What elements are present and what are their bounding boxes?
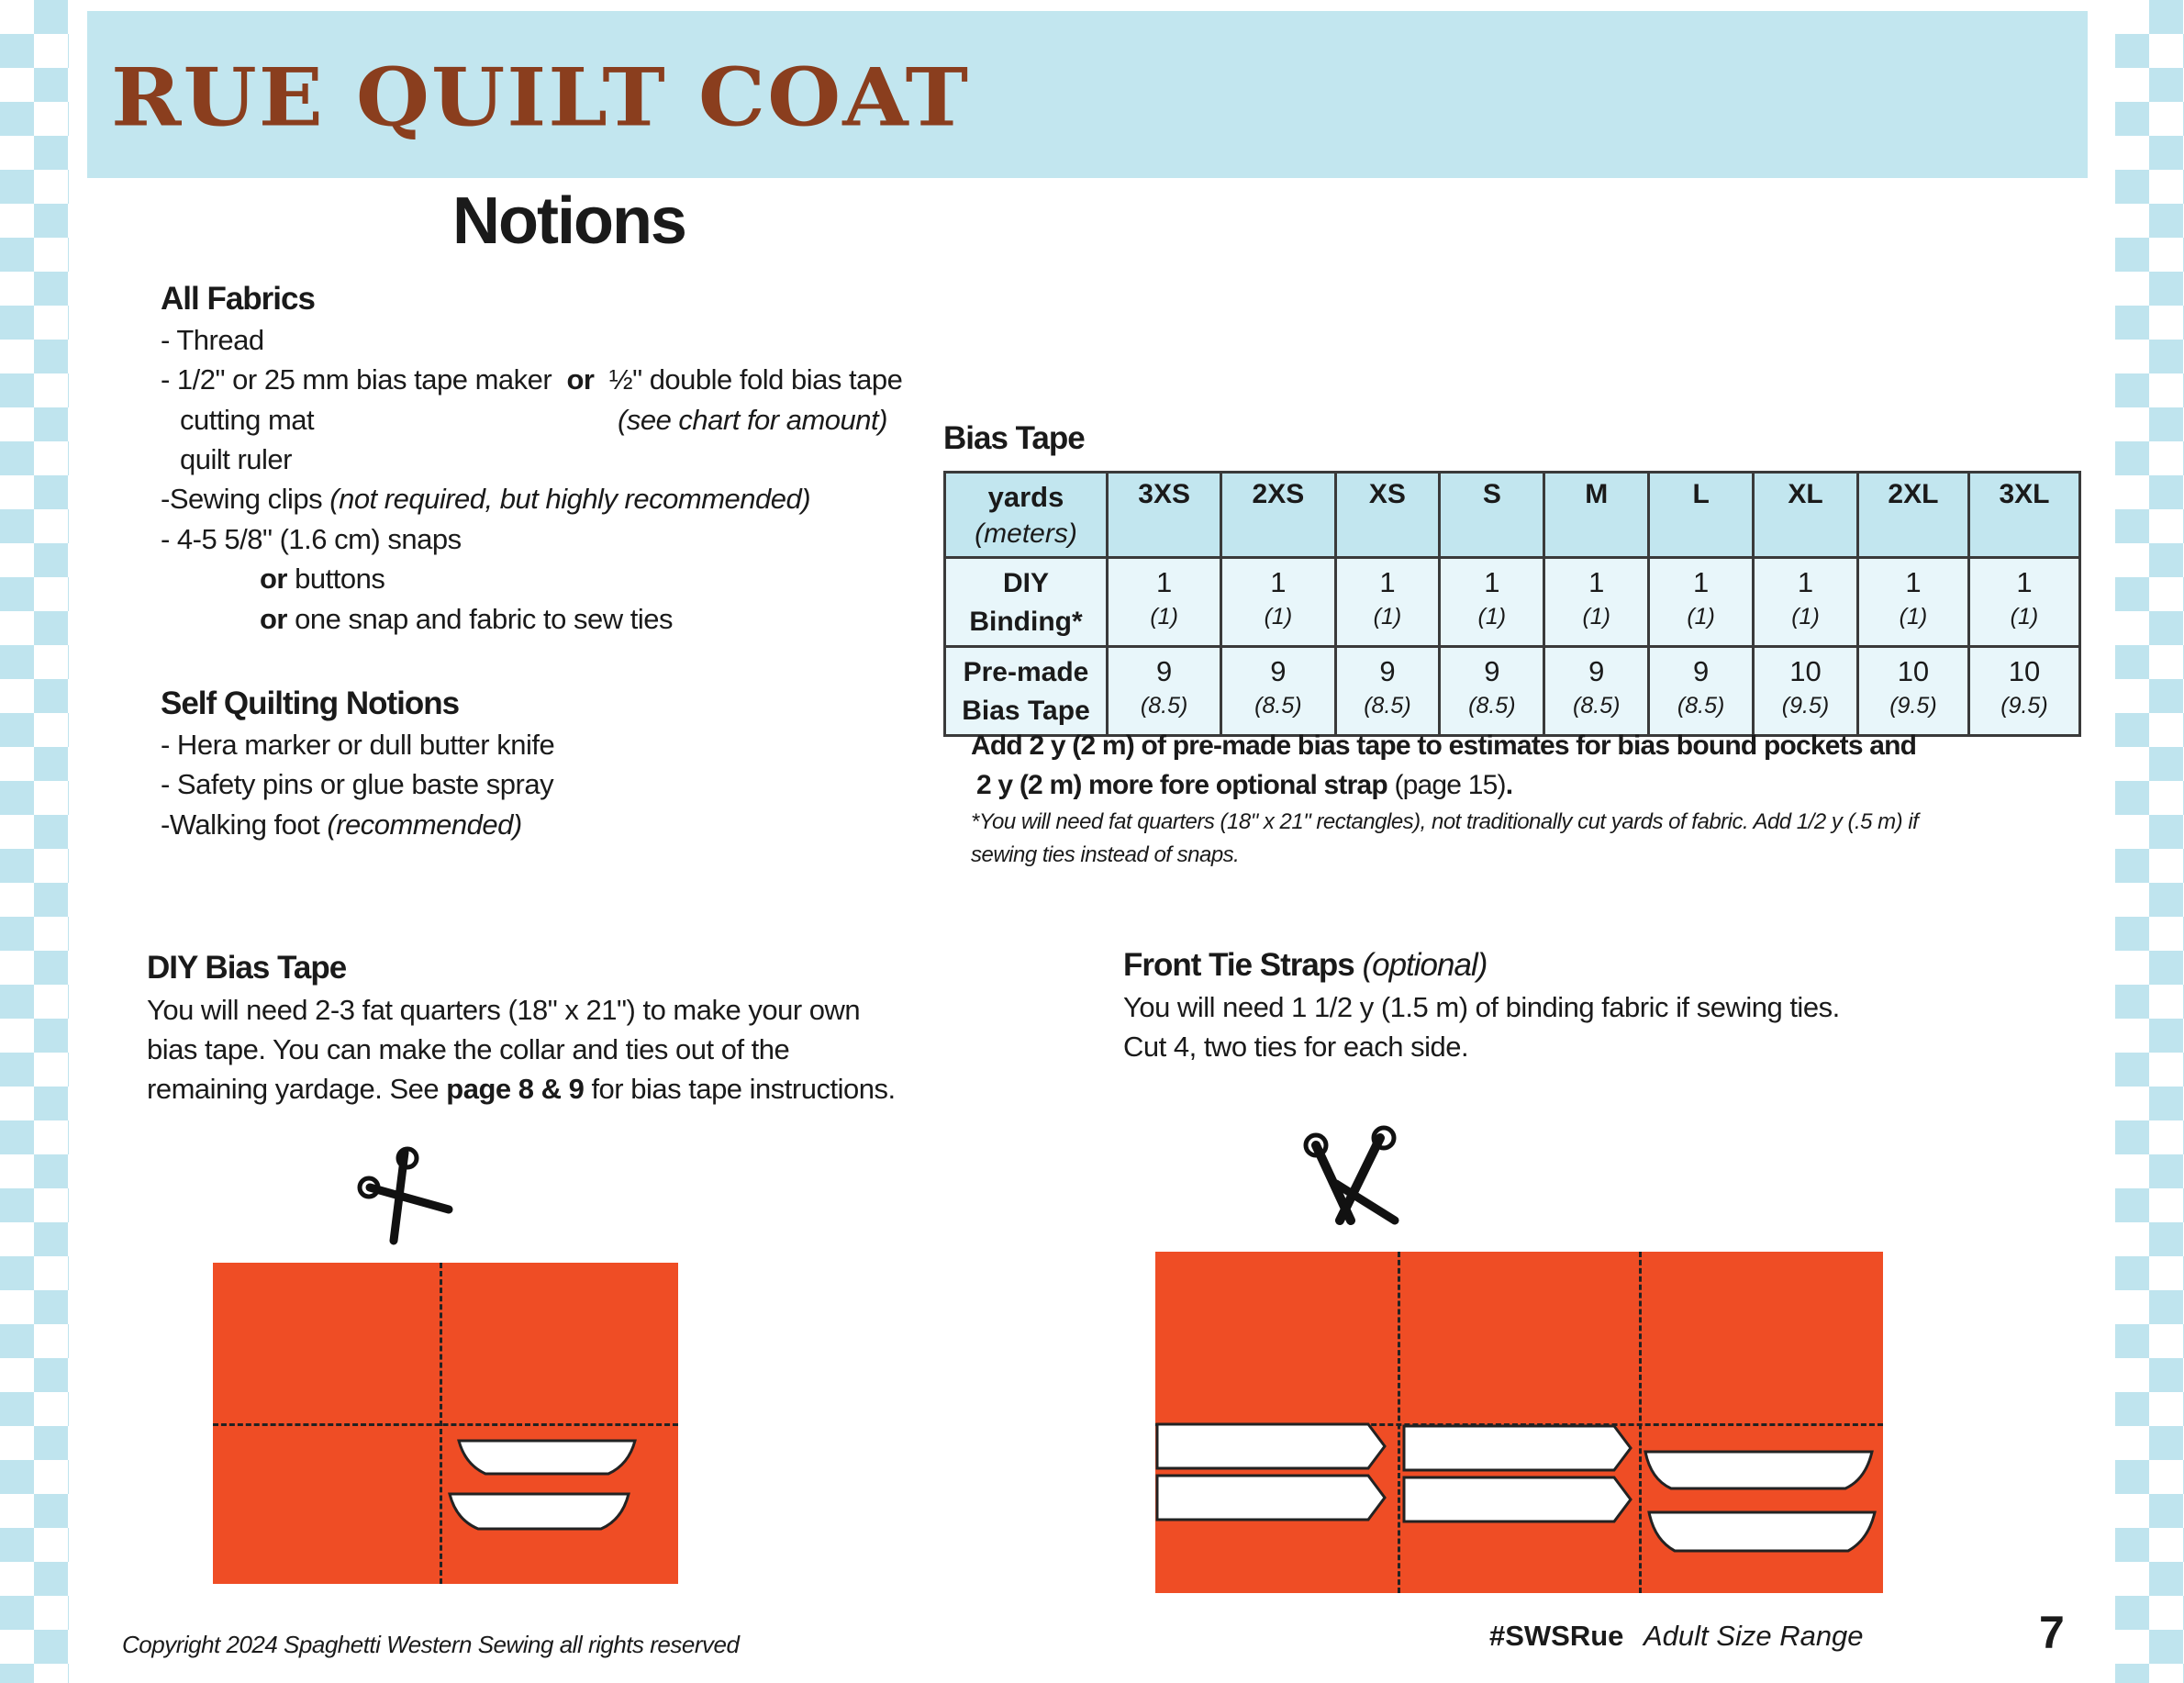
notion-hera: - Hera marker or dull butter knife — [161, 729, 555, 761]
table-cell: 1 (1) — [1968, 558, 2079, 647]
size-header: L — [1649, 473, 1754, 558]
page-number: 7 — [2039, 1607, 2065, 1658]
table-note-line2: 2 y (2 m) more fore optional strap (page 15). — [976, 770, 1513, 800]
notion-thread: - Thread — [161, 324, 264, 356]
notion-sewing-clips: -Sewing clips (not required, but highly recommended) — [161, 483, 811, 515]
table-cell: 1 (1) — [1440, 558, 1544, 647]
size-header: 3XL — [1968, 473, 2079, 558]
collar-pieces — [445, 1432, 647, 1569]
table-cell: 9 (8.5) — [1221, 647, 1335, 736]
table-cell: 10 (9.5) — [1857, 647, 1968, 736]
hashtag: #SWSRue — [1489, 1620, 1624, 1652]
table-cell: 9 (8.5) — [1544, 647, 1649, 736]
table-cell: 1 (1) — [1857, 558, 1968, 647]
notion-buttons: or buttons — [260, 563, 385, 595]
front-tie-heading: Front Tie Straps (optional) — [1123, 947, 1488, 983]
copyright: Copyright 2024 Spaghetti Western Sewing all rights reserved — [122, 1631, 740, 1658]
diy-bias-heading: DIY Bias Tape — [147, 950, 347, 986]
table-footnote-1: *You will need fat quarters (18" x 21" rectangles), not traditionally cut yards of fabric. Add 1/2 y (.5 m) if — [971, 809, 1919, 834]
all-fabrics-heading: All Fabrics — [161, 281, 315, 317]
table-cell: 10 (9.5) — [1968, 647, 2079, 736]
size-header: S — [1440, 473, 1544, 558]
front-tie-line1: You will need 1 1/2 y (1.5 m) of binding fabric if sewing ties. — [1123, 991, 1840, 1023]
table-cell: 1 (1) — [1544, 558, 1649, 647]
table-cell: 1 (1) — [1108, 558, 1221, 647]
size-header: M — [1544, 473, 1649, 558]
table-cell: 10 (9.5) — [1754, 647, 1858, 736]
notion-bias-maker: - 1/2" or 25 mm bias tape maker or ½" double fold bias tape — [161, 363, 903, 396]
cut-line — [213, 1423, 678, 1426]
bias-tape-title: Bias Tape — [943, 420, 1085, 456]
table-note-line1: Add 2 y (2 m) of pre-made bias tape to estimates for bias bound pockets and — [971, 730, 1917, 761]
table-cell: 9 (8.5) — [1440, 647, 1544, 736]
tie-strap-pieces — [1155, 1421, 1883, 1577]
table-header-row — [945, 473, 2080, 558]
diy-bias-line3: remaining yardage. See page 8 & 9 for bias tape instructions. — [147, 1073, 896, 1105]
diy-bias-line2: bias tape. You can make the collar and ties out of the — [147, 1033, 790, 1065]
pattern-title: RUE QUILT COAT — [111, 50, 971, 145]
table-cell: 1 (1) — [1649, 558, 1754, 647]
notion-snaps: - 4-5 5/8" (1.6 cm) snaps — [161, 523, 462, 555]
table-row — [945, 558, 2080, 647]
see-chart-note: (see chart for amount) — [618, 404, 887, 436]
corner-header: yards (meters) — [945, 473, 1108, 558]
diy-binding-label: DIY Binding* — [945, 558, 1108, 647]
table-cell: 9 (8.5) — [1649, 647, 1754, 736]
title-banner — [87, 11, 2088, 178]
checker-border-left — [0, 0, 69, 1683]
scissors-icon — [1303, 1125, 1404, 1226]
notion-quilt-ruler: quilt ruler — [180, 443, 292, 475]
size-header: XL — [1754, 473, 1858, 558]
front-tie-line2: Cut 4, two ties for each side. — [1123, 1031, 1469, 1063]
table-cell: 9 (8.5) — [1335, 647, 1440, 736]
notion-ties: or one snap and fabric to sew ties — [260, 603, 673, 635]
table-row — [945, 647, 2080, 736]
diy-bias-line1: You will need 2-3 fat quarters (18" x 21") to make your own — [147, 994, 861, 1026]
size-header: 2XS — [1221, 473, 1335, 558]
table-cell: 1 (1) — [1335, 558, 1440, 647]
notion-walking-foot: -Walking foot (recommended) — [161, 808, 522, 841]
table-cell: 1 (1) — [1221, 558, 1335, 647]
notion-pins: - Safety pins or glue baste spray — [161, 768, 554, 800]
size-header: 2XL — [1857, 473, 1968, 558]
size-range-label: Adult Size Range — [1644, 1620, 1864, 1652]
self-quilting-heading: Self Quilting Notions — [161, 685, 460, 721]
bias-tape-table — [943, 471, 2081, 737]
premade-label: Pre-made Bias Tape — [945, 647, 1108, 736]
page-title: Notions — [452, 184, 685, 258]
table-footnote-2: sewing ties instead of snaps. — [971, 842, 1240, 867]
size-header: XS — [1335, 473, 1440, 558]
scissors-icon — [353, 1145, 454, 1246]
checker-border-right — [2115, 0, 2184, 1683]
size-header: 3XS — [1108, 473, 1221, 558]
table-cell: 1 (1) — [1754, 558, 1858, 647]
table-cell: 9 (8.5) — [1108, 647, 1221, 736]
notion-cutting-mat: cutting mat — [180, 404, 315, 436]
